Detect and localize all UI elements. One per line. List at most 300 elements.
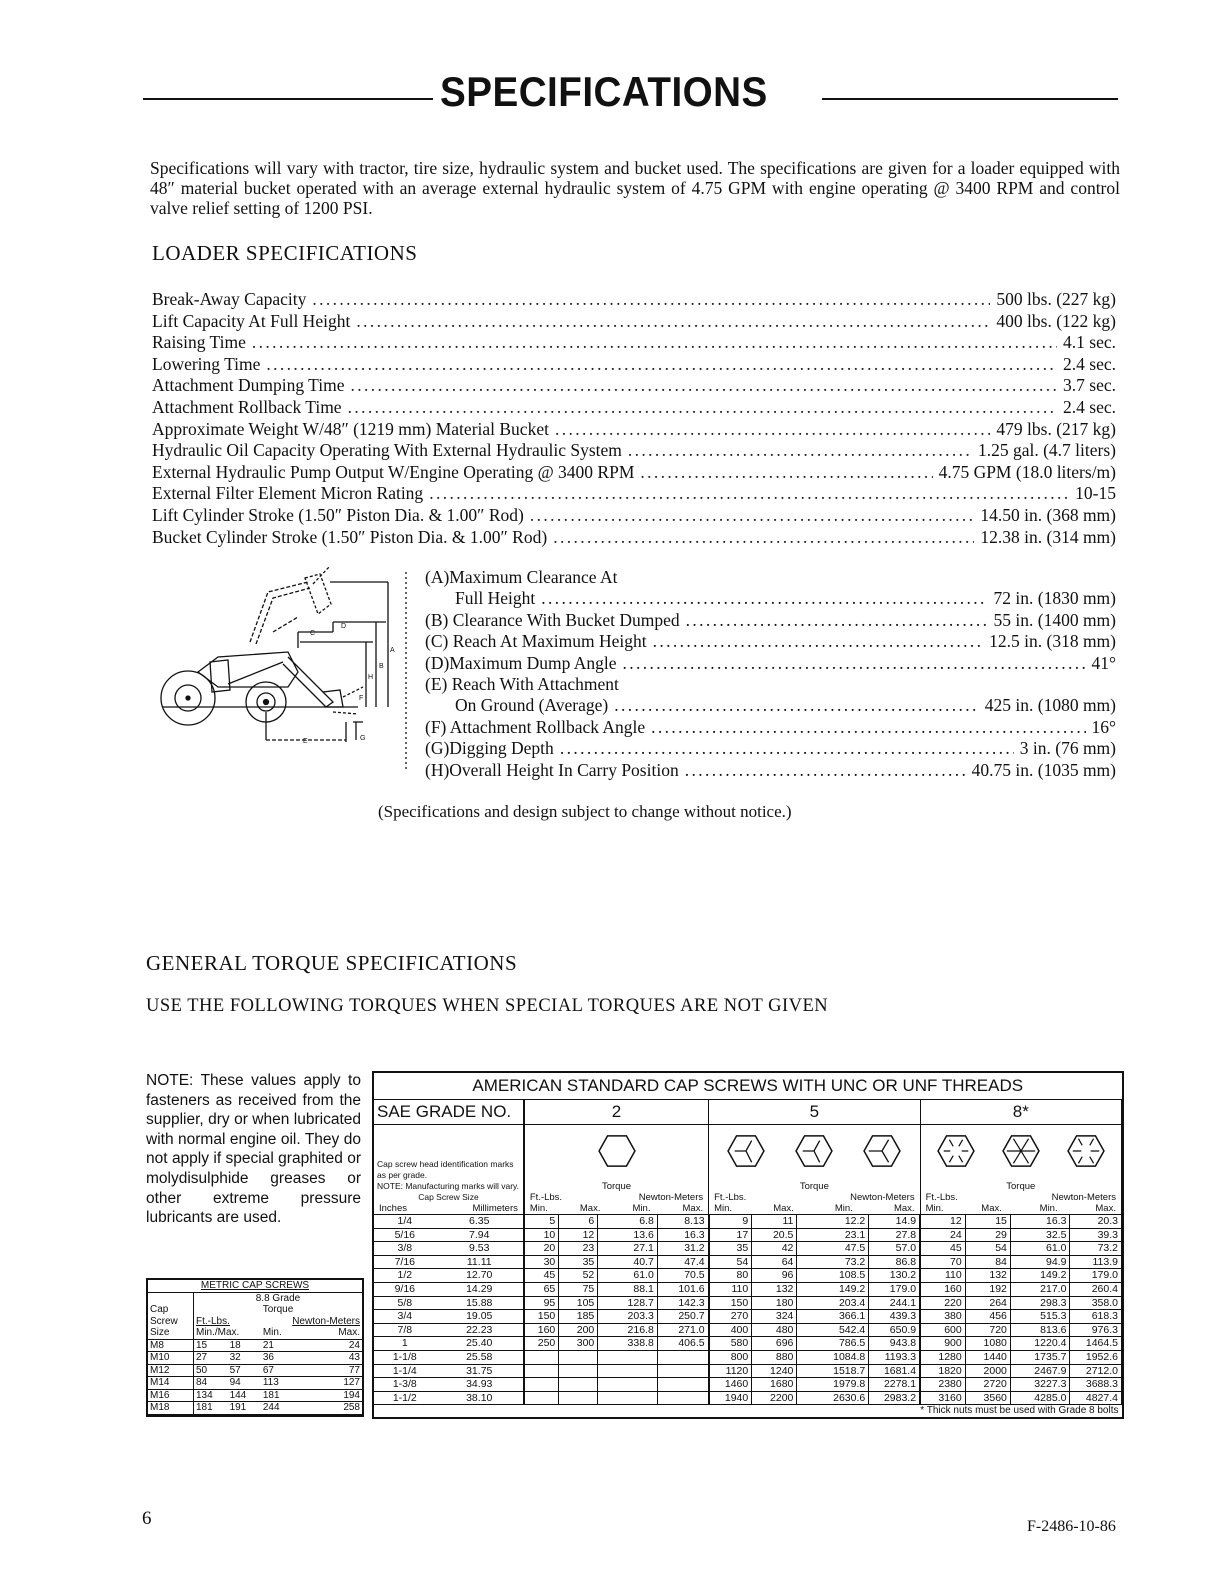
size-mm: 12.70: [436, 1269, 524, 1283]
document-code: F-2486-10-86: [1027, 1518, 1116, 1535]
g5-ft-max: 64: [752, 1255, 797, 1269]
spec-label: Raising Time: [152, 332, 246, 353]
g2-nm-max: 16.3: [657, 1228, 708, 1242]
size-mm: 25.40: [436, 1337, 524, 1351]
g2-ft-max: 35: [559, 1255, 598, 1269]
g2-nm-min: 88.1: [598, 1282, 658, 1296]
grade-2-nm-max: Max.: [682, 1203, 704, 1214]
g2-ft-max: [559, 1378, 598, 1392]
g8-nm-min: 32.5: [1010, 1228, 1070, 1242]
g2-nm-min: 27.1: [598, 1242, 658, 1256]
size-inches: 3/8: [374, 1242, 436, 1256]
g8-ft-min: 220: [920, 1296, 965, 1310]
g8-ft-min: 3160: [920, 1391, 965, 1405]
spec-label: Lowering Time: [152, 353, 261, 374]
metric-nm-label: Newton-Meters: [292, 1315, 360, 1327]
torque-table-row: [374, 1378, 1122, 1392]
spec-row: [152, 527, 1116, 549]
g5-nm-max: 27.8: [869, 1228, 920, 1242]
g2-nm-max: 8.13: [657, 1215, 708, 1229]
g2-ft-max: 185: [559, 1310, 598, 1324]
g2-nm-min: 338.8: [598, 1337, 658, 1351]
spec-label: Lift Capacity At Full Height: [152, 310, 351, 331]
loader-dimension-diagram: [148, 562, 423, 792]
g2-ft-min: 150: [524, 1310, 559, 1324]
metric-ft-min: 181: [193, 1402, 227, 1415]
leader-dots: [614, 695, 979, 716]
diagram-label-e: E: [303, 738, 308, 745]
grade-8-ftlbs-label: Ft.-Lbs.: [925, 1192, 958, 1203]
size-inches: 5/16: [374, 1228, 436, 1242]
page-title: SPECIFICATIONS: [440, 68, 768, 115]
g2-nm-min: 216.8: [598, 1323, 658, 1337]
g8-ft-max: 192: [965, 1282, 1010, 1296]
dimension-value: 3 in. (76 mm): [1019, 738, 1116, 759]
grade-8-torque-label: Torque: [1006, 1181, 1036, 1192]
size-inches: 1/2: [374, 1269, 436, 1283]
leader-dots: [685, 760, 966, 781]
spec-label: External Hydraulic Pump Output W/Engine Operating @ 3400 RPM: [152, 461, 635, 482]
g8-ft-max: 3560: [965, 1391, 1010, 1405]
grade-8-hex-icon-3: [1067, 1134, 1105, 1173]
g8-ft-max: 132: [965, 1269, 1010, 1283]
dimension-label: (B) Clearance With Bucket Dumped: [425, 609, 680, 630]
g2-nm-min: 40.7: [598, 1255, 658, 1269]
metric-nm-max: 127: [309, 1377, 362, 1390]
g8-nm-min: 1735.7: [1010, 1350, 1070, 1364]
g8-nm-min: 813.6: [1010, 1323, 1070, 1337]
metric-size: M18: [148, 1402, 193, 1415]
grade-2-header: 2: [524, 1100, 709, 1125]
g5-nm-max: 2983.2: [869, 1391, 920, 1405]
g8-ft-min: 160: [920, 1282, 965, 1296]
metric-ftlbs-label: Ft.-Lbs.: [195, 1315, 230, 1327]
metric-nm-max: 77: [309, 1364, 362, 1377]
spec-label: Bucket Cylinder Stroke (1.50″ Piston Dia. & 1.00″ Rod): [152, 526, 548, 547]
spec-value: 4.1 sec.: [1063, 332, 1116, 353]
g8-ft-min: 2380: [920, 1378, 965, 1392]
spec-row: [152, 419, 1116, 441]
g5-nm-min: 2630.6: [797, 1391, 869, 1405]
metric-nm-min: 113: [261, 1377, 309, 1390]
dimension-value: 12.5 in. (318 mm): [989, 631, 1116, 652]
g2-nm-max: 70.5: [657, 1269, 708, 1283]
size-mm: 15.88: [436, 1296, 524, 1310]
g8-ft-min: 1280: [920, 1350, 965, 1364]
torque-table-row: [374, 1228, 1122, 1242]
page-number: 6: [142, 1508, 152, 1529]
dimension-value: 425 in. (1080 mm): [984, 695, 1116, 716]
g8-ft-min: 24: [920, 1228, 965, 1242]
leader-dots: [560, 738, 1014, 759]
intro-paragraph: Specifications will vary with tractor, tire size, hydraulic system and bucket used. The specifications are given for a loader equipped with 48″ material bucket operated with an average external hydraulic system of 4.75 GPM with engine operating @ 3400 RPM and control valve relief setting of 1200 PSI.: [150, 158, 1120, 218]
dimension-row: [425, 610, 1116, 631]
leader-dots: [312, 289, 990, 311]
g2-ft-max: [559, 1350, 598, 1364]
dimension-label: On Ground (Average): [455, 695, 609, 716]
spec-row: [152, 505, 1116, 527]
g5-ft-min: 400: [709, 1323, 752, 1337]
leader-dots: [623, 653, 1086, 674]
leader-dots: [653, 631, 983, 652]
torque-table-row: [374, 1296, 1122, 1310]
metric-nm-min: 67: [261, 1364, 309, 1377]
g5-nm-max: 650.9: [869, 1323, 920, 1337]
grade-5-nm-max: Max.: [893, 1203, 915, 1214]
g2-ft-min: 250: [524, 1337, 559, 1351]
g2-nm-max: [657, 1350, 708, 1364]
g5-nm-min: 23.1: [797, 1228, 869, 1242]
g8-nm-min: 94.9: [1010, 1255, 1070, 1269]
g2-nm-max: [657, 1378, 708, 1392]
g5-ft-max: 324: [752, 1310, 797, 1324]
g2-ft-min: 30: [524, 1255, 559, 1269]
metric-table-row: [148, 1402, 362, 1415]
g5-nm-max: 439.3: [869, 1310, 920, 1324]
g8-nm-max: 260.4: [1070, 1282, 1122, 1296]
g5-nm-min: 108.5: [797, 1269, 869, 1283]
g8-ft-max: 2000: [965, 1364, 1010, 1378]
leader-dots: [429, 483, 1069, 505]
size-mm: 34.93: [436, 1378, 524, 1392]
spec-row: [152, 440, 1116, 462]
g5-ft-max: 96: [752, 1269, 797, 1283]
diagram-label-b: B: [379, 663, 384, 670]
g2-ft-min: 160: [524, 1323, 559, 1337]
grade-5-nm-label: Newton-Meters: [850, 1192, 915, 1203]
g8-nm-max: 73.2: [1070, 1242, 1122, 1256]
g5-ft-max: 1680: [752, 1378, 797, 1392]
g8-nm-max: 20.3: [1070, 1215, 1122, 1229]
g8-ft-max: 1080: [965, 1337, 1010, 1351]
g8-nm-max: 1952.6: [1070, 1350, 1122, 1364]
dimension-row: [425, 567, 1116, 588]
torque-table-row: [374, 1391, 1122, 1405]
torque-subheading: USE THE FOLLOWING TORQUES WHEN SPECIAL TORQUES ARE NOT GIVEN: [146, 996, 829, 1016]
leader-dots: [686, 610, 988, 631]
torque-table-row: [374, 1255, 1122, 1269]
g2-ft-max: 52: [559, 1269, 598, 1283]
g5-nm-min: 47.5: [797, 1242, 869, 1256]
torque-table-row: [374, 1269, 1122, 1283]
g2-ft-max: 12: [559, 1228, 598, 1242]
dimension-row: [425, 631, 1116, 652]
metric-nm-max: 194: [309, 1389, 362, 1402]
g8-nm-max: 3688.3: [1070, 1378, 1122, 1392]
g2-ft-max: 300: [559, 1337, 598, 1351]
leader-dots: [356, 311, 990, 333]
g8-nm-max: 4827.4: [1070, 1391, 1122, 1405]
g2-nm-max: 271.0: [657, 1323, 708, 1337]
g5-nm-min: 73.2: [797, 1255, 869, 1269]
torque-table-row: [374, 1282, 1122, 1296]
spec-label: Attachment Dumping Time: [152, 375, 345, 396]
dimension-row: [425, 738, 1116, 759]
size-inches: 7/8: [374, 1323, 436, 1337]
metric-table-title: METRIC CAP SCREWS: [148, 1280, 362, 1292]
leader-dots: [651, 717, 1085, 738]
dimension-label: Full Height: [455, 588, 536, 609]
grade-2-ftlbs-label: Ft.-Lbs.: [529, 1192, 563, 1203]
metric-ft-max: 18: [228, 1339, 261, 1352]
g5-ft-max: 480: [752, 1323, 797, 1337]
dimension-label: (C) Reach At Maximum Height: [425, 631, 647, 652]
g5-ft-min: 17: [709, 1228, 752, 1242]
metric-nm-min: 21: [261, 1339, 309, 1352]
grade-5-ft-max: Max.: [773, 1203, 794, 1214]
dimension-value: 55 in. (1400 mm): [993, 609, 1116, 630]
g5-nm-max: 14.9: [869, 1215, 920, 1229]
grade-2-ft-max: Max.: [579, 1203, 601, 1214]
mfg-note: NOTE: Manufacturing marks will vary.: [377, 1181, 520, 1191]
diagram-label-a: A: [390, 647, 395, 654]
g8-nm-min: 4285.0: [1010, 1391, 1070, 1405]
g5-ft-max: 1240: [752, 1364, 797, 1378]
metric-size: M10: [148, 1352, 193, 1365]
g5-nm-min: 1979.8: [797, 1378, 869, 1392]
g8-nm-min: 217.0: [1010, 1282, 1070, 1296]
dimension-label: (F) Attachment Rollback Angle: [425, 716, 646, 737]
g2-ft-max: 75: [559, 1282, 598, 1296]
g8-ft-max: 456: [965, 1310, 1010, 1324]
american-cap-screws-table: [372, 1071, 1124, 1419]
dimension-label: (H)Overall Height In Carry Position: [425, 759, 679, 780]
g5-ft-min: 1120: [709, 1364, 752, 1378]
metric-size: M8: [148, 1339, 193, 1352]
g2-nm-min: [598, 1350, 658, 1364]
g5-ft-min: 580: [709, 1337, 752, 1351]
g5-ft-min: 800: [709, 1350, 752, 1364]
g2-ft-min: [524, 1378, 559, 1392]
g2-nm-max: 250.7: [657, 1310, 708, 1324]
grade-8-footnote: * Thick nuts must be used with Grade 8 bolts: [920, 1405, 1119, 1417]
leader-dots: [628, 440, 972, 462]
size-inches: 1-1/2: [374, 1391, 436, 1405]
size-mm: 7.94: [436, 1228, 524, 1242]
g5-ft-max: 2200: [752, 1391, 797, 1405]
spec-label: Attachment Rollback Time: [152, 396, 342, 417]
metric-nm-min: 181: [261, 1389, 309, 1402]
g5-nm-min: 542.4: [797, 1323, 869, 1337]
spec-value: 1.25 gal. (4.7 liters): [977, 440, 1116, 461]
g8-ft-max: 720: [965, 1323, 1010, 1337]
size-mm: 31.75: [436, 1364, 524, 1378]
g2-ft-max: 200: [559, 1323, 598, 1337]
ident-note: Cap screw head identification marks as per grade.: [377, 1159, 514, 1180]
g5-nm-min: 366.1: [797, 1310, 869, 1324]
spec-value: 3.7 sec.: [1063, 375, 1116, 396]
torque-table-row: [374, 1310, 1122, 1324]
dimension-label: (A)Maximum Clearance At: [425, 567, 618, 587]
grade-8-hex-icon-1: [937, 1134, 975, 1173]
metric-ft-min: 27: [193, 1352, 227, 1365]
size-inches: 1: [374, 1337, 436, 1351]
g8-nm-max: 618.3: [1070, 1310, 1122, 1324]
g5-ft-max: 132: [752, 1282, 797, 1296]
g5-nm-max: 86.8: [869, 1255, 920, 1269]
g5-nm-max: 130.2: [869, 1269, 920, 1283]
spec-label: Hydraulic Oil Capacity Operating With External Hydraulic System: [152, 440, 622, 461]
g8-ft-max: 54: [965, 1242, 1010, 1256]
dimension-row: [425, 588, 1116, 609]
dimension-value: 16°: [1091, 716, 1116, 737]
g2-nm-min: 13.6: [598, 1228, 658, 1242]
g2-nm-min: 6.8: [598, 1215, 658, 1229]
leader-dots: [640, 462, 932, 484]
g2-ft-max: 23: [559, 1242, 598, 1256]
spec-value: 2.4 sec.: [1063, 353, 1116, 374]
g5-ft-min: 150: [709, 1296, 752, 1310]
spec-row: [152, 311, 1116, 333]
g5-ft-max: 20.5: [752, 1228, 797, 1242]
metric-cap-screws-table: [146, 1278, 364, 1417]
g5-nm-max: 2278.1: [869, 1378, 920, 1392]
size-inches: 5/8: [374, 1296, 436, 1310]
metric-table-row: [148, 1339, 362, 1352]
g8-nm-min: 3227.3: [1010, 1378, 1070, 1392]
g8-nm-max: 1464.5: [1070, 1337, 1122, 1351]
grade-8-header: 8*: [920, 1100, 1121, 1125]
inches-label: Inches: [379, 1203, 407, 1214]
leader-dots: [555, 419, 990, 441]
g5-nm-min: 1518.7: [797, 1364, 869, 1378]
metric-ft-min: 50: [193, 1364, 227, 1377]
metric-ft-max: 191: [228, 1402, 261, 1415]
size-mm: 11.11: [436, 1255, 524, 1269]
cap-screw-size-label: Cap Screw Size: [418, 1192, 479, 1202]
g5-nm-min: 12.2: [797, 1215, 869, 1229]
dimension-value: 41°: [1091, 652, 1116, 673]
size-mm: 6.35: [436, 1215, 524, 1229]
g5-ft-min: 1940: [709, 1391, 752, 1405]
size-mm: 38.10: [436, 1391, 524, 1405]
g5-ft-max: 180: [752, 1296, 797, 1310]
g2-ft-max: 105: [559, 1296, 598, 1310]
g5-ft-max: 42: [752, 1242, 797, 1256]
g2-ft-max: [559, 1364, 598, 1378]
metric-grade: 8.8 Grade: [255, 1292, 301, 1304]
diagram-label-f: F: [359, 695, 364, 702]
g2-ft-min: 65: [524, 1282, 559, 1296]
loader-specs-heading: LOADER SPECIFICATIONS: [152, 241, 418, 265]
leader-dots: [351, 375, 1058, 397]
metric-torque-label: Torque: [262, 1304, 294, 1315]
spec-value: 2.4 sec.: [1063, 396, 1116, 417]
metric-nm-min: 244: [261, 1402, 309, 1415]
spec-row: [152, 462, 1116, 484]
metric-col-screw: Screw: [148, 1316, 193, 1328]
dimension-row: [425, 760, 1116, 781]
spec-label: External Filter Element Micron Rating: [152, 483, 424, 504]
g5-ft-min: 110: [709, 1282, 752, 1296]
metric-col-cap: Cap: [148, 1304, 193, 1316]
g8-ft-min: 12: [920, 1215, 965, 1229]
g5-ft-min: 9: [709, 1215, 752, 1229]
g8-nm-max: 39.3: [1070, 1228, 1122, 1242]
grade-8-hex-icon-2: [1002, 1134, 1040, 1173]
spec-row: [152, 483, 1116, 505]
g8-nm-min: 298.3: [1010, 1296, 1070, 1310]
grade-5-ftlbs-label: Ft.-Lbs.: [714, 1192, 747, 1203]
g5-nm-max: 943.8: [869, 1337, 920, 1351]
grade-2-ft-min: Min.: [529, 1203, 548, 1214]
dimension-row: [425, 695, 1116, 716]
title-rule-left: [143, 98, 433, 100]
g5-nm-max: 179.0: [869, 1282, 920, 1296]
dimension-row: [425, 674, 1116, 695]
g2-ft-min: 10: [524, 1228, 559, 1242]
size-inches: 1-1/8: [374, 1350, 436, 1364]
g2-nm-max: 406.5: [657, 1337, 708, 1351]
diagram-label-c: C: [310, 630, 316, 637]
g2-nm-min: [598, 1364, 658, 1378]
grade-5-ft-min: Min.: [714, 1203, 733, 1214]
g8-ft-min: 1820: [920, 1364, 965, 1378]
grade-5-torque-label: Torque: [799, 1181, 829, 1192]
g8-ft-min: 600: [920, 1323, 965, 1337]
g5-nm-max: 57.0: [869, 1242, 920, 1256]
dimension-label: (D)Maximum Dump Angle: [425, 652, 617, 673]
g8-ft-min: 70: [920, 1255, 965, 1269]
size-mm: 9.53: [436, 1242, 524, 1256]
spec-row: [152, 289, 1116, 311]
torque-table-row: [374, 1242, 1122, 1256]
metric-ft-max: 144: [228, 1389, 261, 1402]
metric-ft-max: 32: [228, 1352, 261, 1365]
g2-nm-max: [657, 1364, 708, 1378]
spec-value: 10-15: [1075, 483, 1116, 504]
size-inches: 1-1/4: [374, 1364, 436, 1378]
change-notice: (Specifications and design subject to change without notice.): [378, 802, 792, 821]
american-table-title: AMERICAN STANDARD CAP SCREWS WITH UNC OR UNF THREADS: [374, 1073, 1122, 1100]
g2-nm-min: 128.7: [598, 1296, 658, 1310]
g8-ft-max: 84: [965, 1255, 1010, 1269]
g8-nm-min: 1220.4: [1010, 1337, 1070, 1351]
spec-value: 4.75 GPM (18.0 liters/m): [938, 461, 1116, 482]
g2-ft-min: [524, 1350, 559, 1364]
spec-value: 500 lbs. (227 kg): [996, 289, 1116, 309]
g5-nm-min: 786.5: [797, 1337, 869, 1351]
metric-nm-max: 258: [309, 1402, 362, 1415]
g8-nm-min: 16.3: [1010, 1215, 1070, 1229]
grade-8-nm-min: Min.: [1039, 1203, 1058, 1214]
grade-2-hex-icon: [598, 1134, 636, 1173]
size-mm: 22.23: [436, 1323, 524, 1337]
leader-dots: [252, 332, 1057, 354]
millimeters-label: Millimeters: [472, 1203, 518, 1214]
spec-label: Approximate Weight W/48″ (1219 mm) Material Bucket: [152, 418, 549, 439]
metric-ft-min: 134: [193, 1389, 227, 1402]
grade-8-nm-max: Max.: [1095, 1203, 1116, 1214]
dimension-value: 72 in. (1830 mm): [993, 588, 1116, 609]
loader-spec-list: [152, 289, 1116, 548]
dimension-row: [425, 717, 1116, 738]
metric-min-label: Min.: [261, 1327, 309, 1339]
g5-nm-min: 149.2: [797, 1282, 869, 1296]
g2-ft-min: [524, 1364, 559, 1378]
metric-nm-min: 36: [261, 1352, 309, 1365]
g2-ft-max: 6: [559, 1215, 598, 1229]
metric-table-row: [148, 1352, 362, 1365]
g5-ft-min: 54: [709, 1255, 752, 1269]
g5-ft-max: 696: [752, 1337, 797, 1351]
g2-ft-min: 5: [524, 1215, 559, 1229]
g2-nm-max: 47.4: [657, 1255, 708, 1269]
leader-dots: [266, 354, 1057, 376]
leader-dots: [553, 527, 974, 549]
size-inches: 1-3/8: [374, 1378, 436, 1392]
metric-table-row: [148, 1377, 362, 1390]
